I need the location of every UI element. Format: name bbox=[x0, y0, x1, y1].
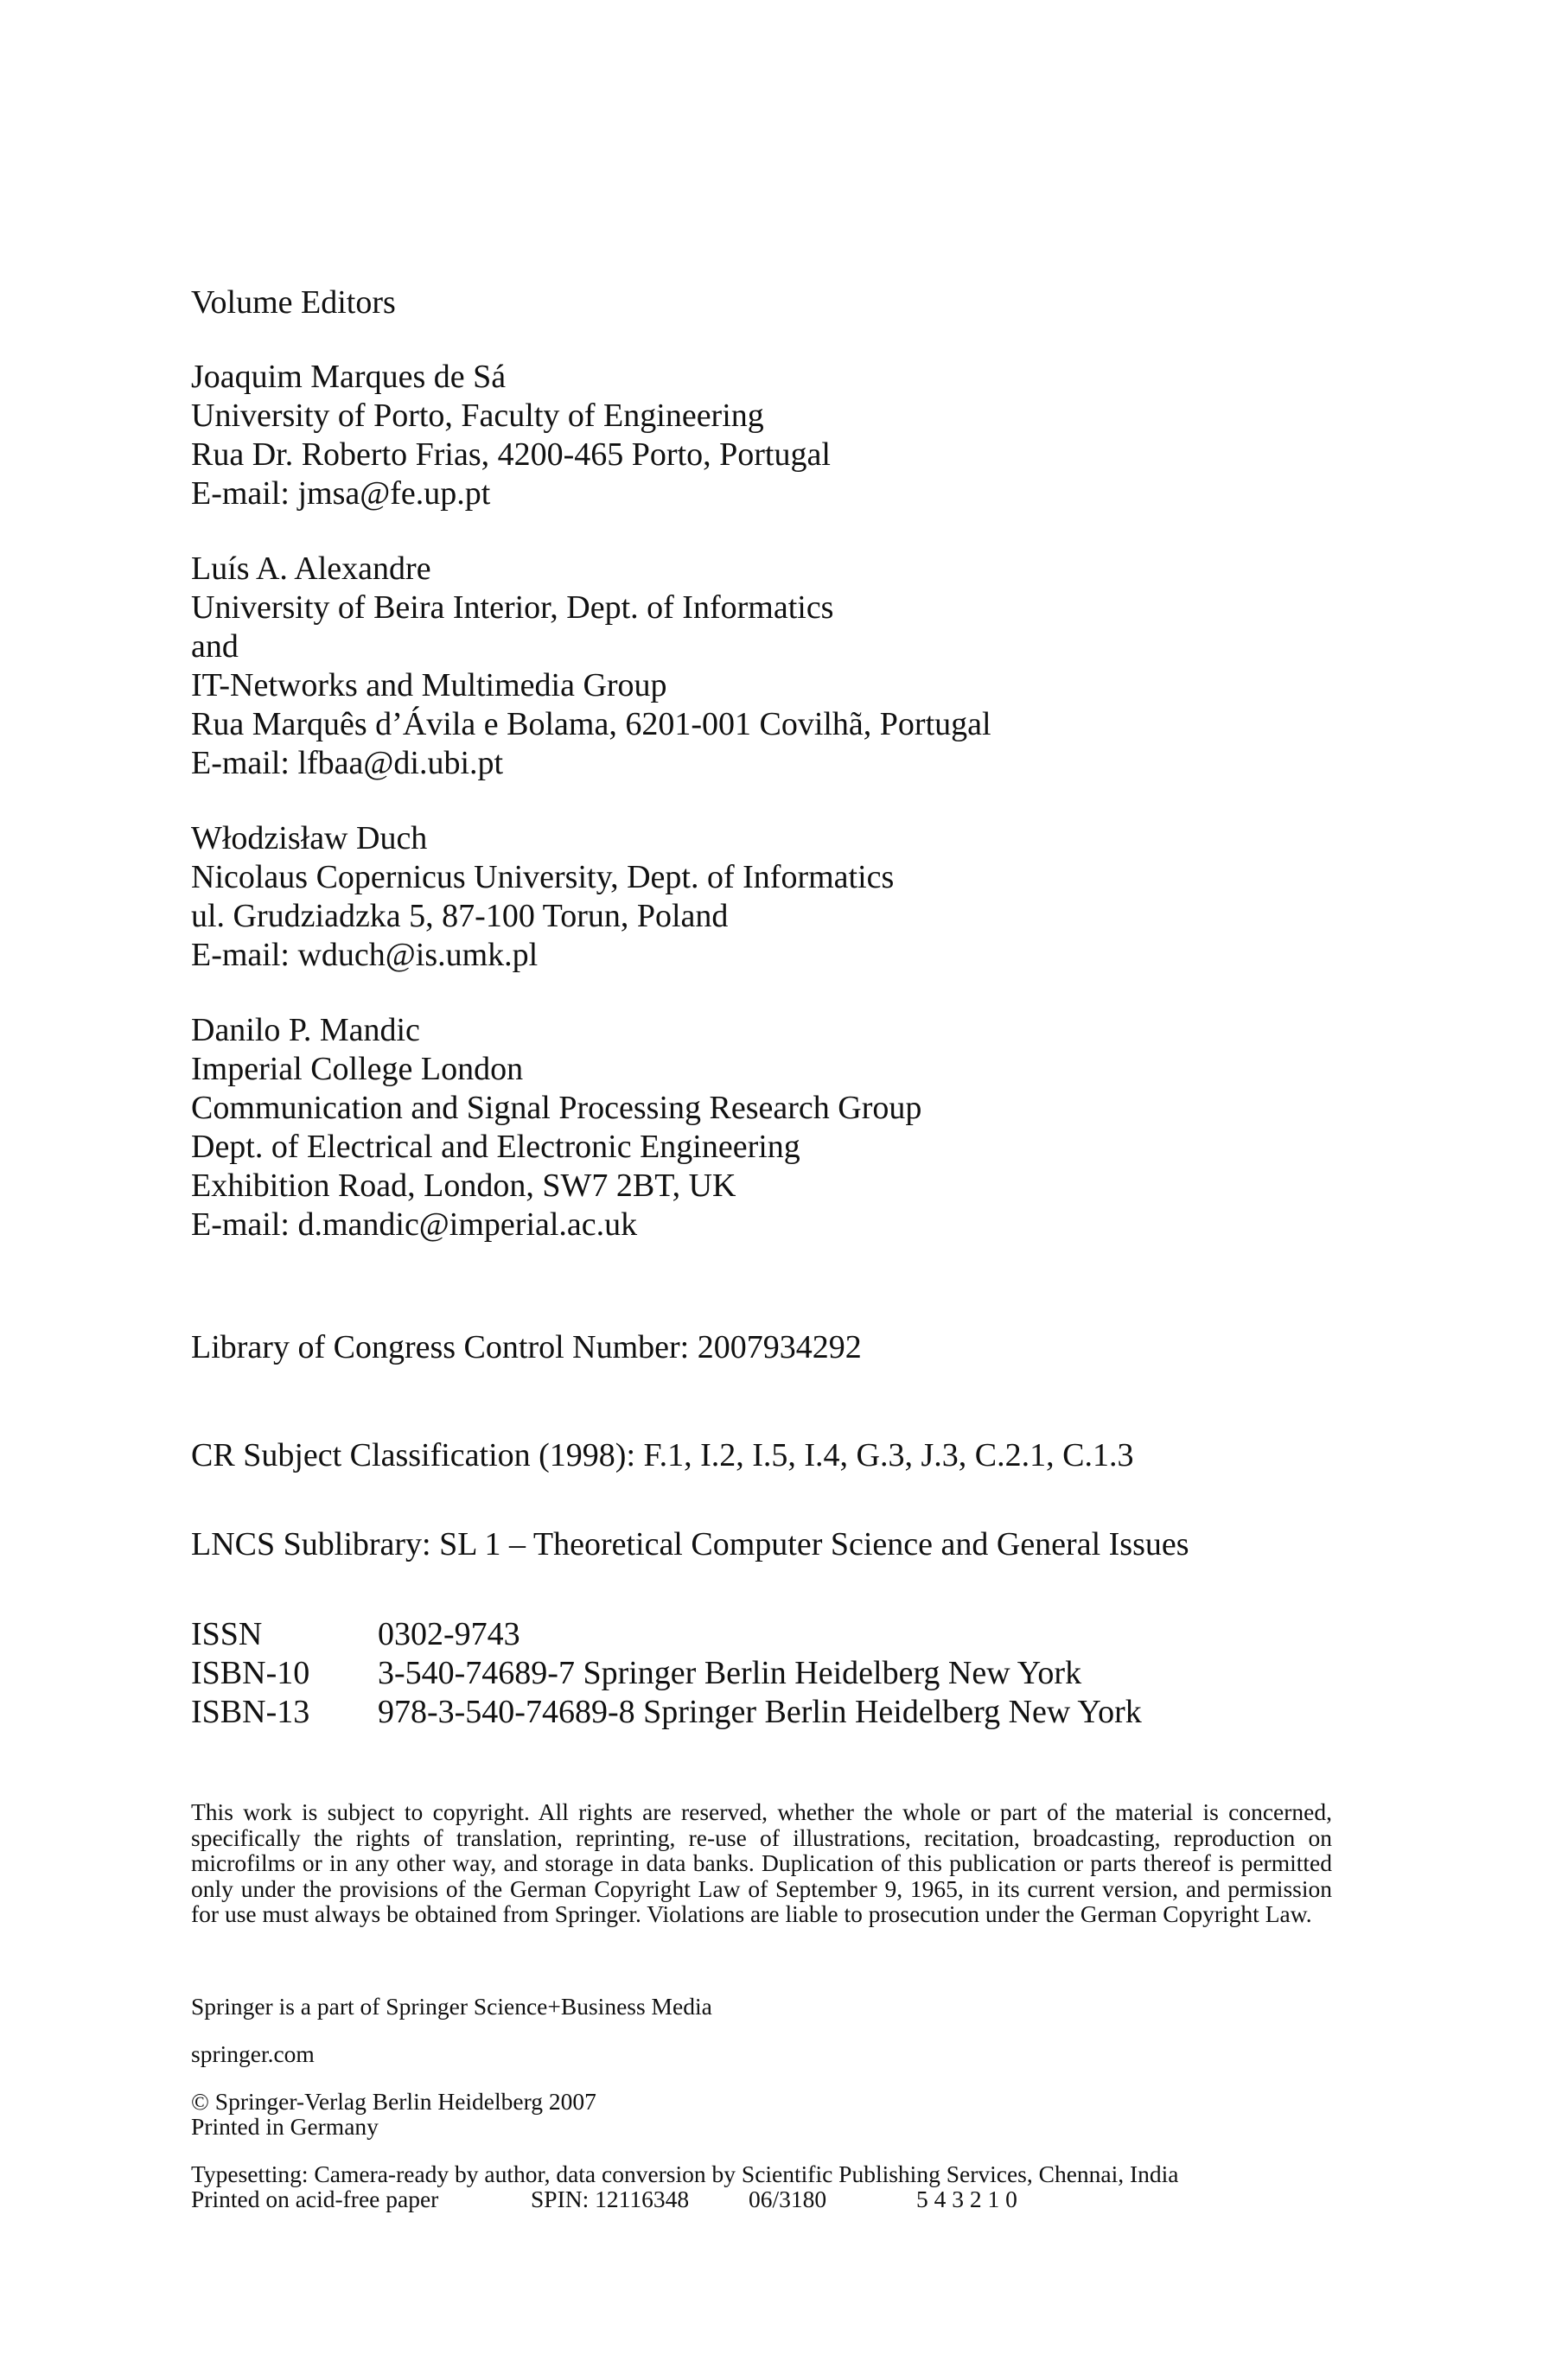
editor-1-address: Rua Dr. Roberto Frias, 4200-465 Porto, Portugal bbox=[191, 436, 831, 473]
copyright-notice: This work is subject to copyright. All rights are reserved, whether the whole or part of the material is concerned, specifically the rights of translation, reprinting, re-use of illustrations, recitation, broadcasting, reproduction on microfilms or in any other way, and storage in data banks. Duplication of this publication or parts thereof is permitted only under the provisions of the German Copyright Law of September 9, 1965, in its current version, and permission for use must always be obtained from Springer. Violations are liable to prosecution under the German Copyright Law. bbox=[191, 1798, 1332, 1927]
isbn13-label: ISBN-13 bbox=[191, 1694, 310, 1730]
editor-2-and: and bbox=[191, 628, 239, 665]
volume-editors-heading: Volume Editors bbox=[191, 284, 396, 321]
editor-4-email: E-mail: d.mandic@imperial.ac.uk bbox=[191, 1206, 638, 1243]
editor-1-email: E-mail: jmsa@fe.up.pt bbox=[191, 475, 491, 512]
issn-label: ISSN bbox=[191, 1616, 263, 1652]
footer-spin: SPIN: 12116348 bbox=[531, 2186, 690, 2212]
editor-4-name: Danilo P. Mandic bbox=[191, 1012, 420, 1048]
editor-3-email: E-mail: wduch@is.umk.pl bbox=[191, 937, 539, 973]
typesetting: Typesetting: Camera-ready by author, data conversion by Scientific Publishing Services, Chennai, India bbox=[191, 2160, 1179, 2187]
editor-4-address: Exhibition Road, London, SW7 2BT, UK bbox=[191, 1168, 736, 1204]
editor-2-address: Rua Marquês d’Ávila e Bolama, 6201-001 Covilhã, Portugal bbox=[191, 706, 991, 742]
footer-code: 06/3180 bbox=[749, 2186, 827, 2212]
editor-4-group: Communication and Signal Processing Research Group bbox=[191, 1090, 922, 1126]
editor-4-affiliation: Imperial College London bbox=[191, 1051, 524, 1087]
isbn13-value: 978-3-540-74689-8 Springer Berlin Heidelberg New York bbox=[378, 1694, 1142, 1730]
editor-2-email: E-mail: lfbaa@di.ubi.pt bbox=[191, 745, 504, 781]
isbn10-value: 3-540-74689-7 Springer Berlin Heidelberg New York bbox=[378, 1655, 1082, 1691]
editor-2-name: Luís A. Alexandre bbox=[191, 550, 431, 587]
issn-value: 0302-9743 bbox=[378, 1616, 520, 1652]
printed-in: Printed in Germany bbox=[191, 2113, 379, 2140]
copyright-line: © Springer-Verlag Berlin Heidelberg 2007 bbox=[191, 2088, 596, 2115]
isbn10-label: ISBN-10 bbox=[191, 1655, 310, 1691]
editor-3-affiliation: Nicolaus Copernicus University, Dept. of Informatics bbox=[191, 859, 895, 895]
lccn: Library of Congress Control Number: 2007934292 bbox=[191, 1329, 862, 1365]
editor-3-name: Włodzisław Duch bbox=[191, 820, 428, 856]
sublibrary: LNCS Sublibrary: SL 1 – Theoretical Computer Science and General Issues bbox=[191, 1526, 1189, 1562]
editor-2-affiliation: University of Beira Interior, Dept. of Informatics bbox=[191, 589, 834, 626]
cr-classification: CR Subject Classification (1998): F.1, I.2, I.5, I.4, G.3, J.3, C.2.1, C.1.3 bbox=[191, 1437, 1134, 1473]
website: springer.com bbox=[191, 2040, 315, 2067]
editor-4-dept: Dept. of Electrical and Electronic Engineering bbox=[191, 1129, 800, 1165]
editor-3-address: ul. Grudziadzka 5, 87-100 Torun, Poland bbox=[191, 898, 729, 934]
editor-1-affiliation: University of Porto, Faculty of Engineering bbox=[191, 398, 764, 434]
editor-2-group: IT-Networks and Multimedia Group bbox=[191, 667, 667, 703]
editor-1-name: Joaquim Marques de Sá bbox=[191, 359, 507, 395]
springer-part: Springer is a part of Springer Science+Business Media bbox=[191, 1993, 712, 2020]
footer-print-run: 5 4 3 2 1 0 bbox=[916, 2186, 1017, 2212]
footer-paper: Printed on acid-free paper bbox=[191, 2186, 439, 2212]
